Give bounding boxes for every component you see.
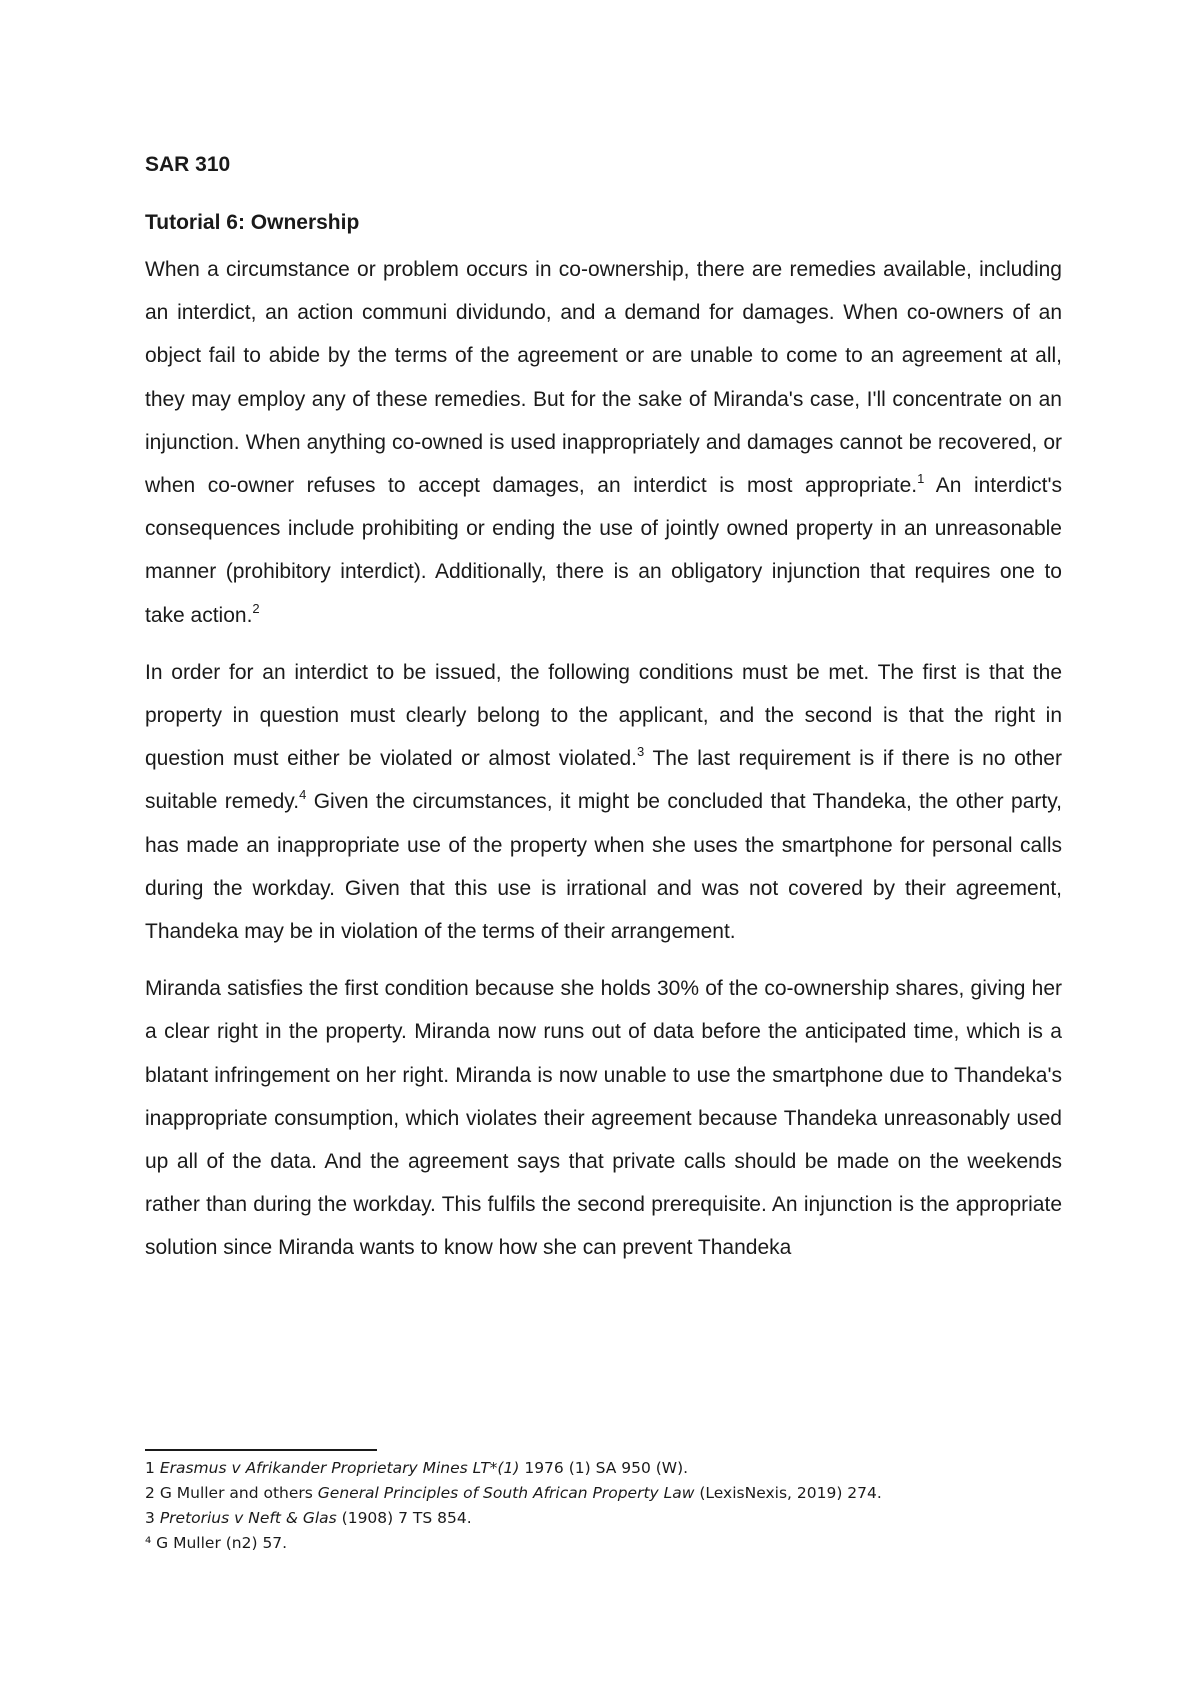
- footnote-ref-3: 3: [637, 744, 645, 760]
- paragraph-3: [145, 967, 1062, 1269]
- footnote-number: ⁴: [145, 1534, 152, 1552]
- footnote-ref-4: 4: [299, 787, 307, 803]
- paragraph-2-text-b: The last requirement is if there is no other suitable remedy.: [145, 747, 1062, 814]
- footnote-2: 2 G Muller and others General Principles of South African Property Law (LexisNexis, 2019) 274.: [145, 1484, 882, 1502]
- tutorial-title: Tutorial 6: Ownership: [145, 211, 360, 234]
- footnote-separator: [145, 1449, 377, 1451]
- footnote-ref-1: 1: [917, 471, 925, 487]
- footnote-4: ⁴ G Muller (n2) 57.: [145, 1534, 288, 1552]
- paragraph-1: [145, 248, 1062, 637]
- footnote-case-name: Pretorius v Neft & Glas: [159, 1509, 337, 1527]
- footnote-case-name: Erasmus v Afrikander Proprietary Mines LT*(1): [159, 1459, 520, 1477]
- paragraph-2-text-c: Given the circumstances, it might be concluded that Thandeka, the other party, has made an inappropriate use of the property when she uses the smartphone for personal calls during the workday. Given that this use is irrational and was not covered by their agreement, Thandeka may be in violation of the terms of their arrangement.: [145, 790, 1062, 944]
- footnotes: [145, 1456, 1062, 1556]
- footnote-number: 3: [145, 1509, 155, 1527]
- paragraph-1-text-a: When a circumstance or problem occurs in co-ownership, there are remedies available, including an interdict, an action communi dividundo, and a demand for damages. When co-owners of an object fail to abide by the terms of the agreement or are unable to come to an agreement at all, they may employ any of these remedies. But for the sake of Miranda's case, I'll concentrate on an injunction. When anything co-owned is used inappropriately and damages cannot be recovered, or when co-owner refuses to accept damages, an interdict is most appropriate.: [145, 258, 1062, 498]
- footnote-1: 1 Erasmus v Afrikander Proprietary Mines LT*(1) 1976 (1) SA 950 (W).: [145, 1459, 689, 1477]
- paragraph-2: [145, 651, 1062, 953]
- paragraph-1-text-b: An interdict's consequences include prohibiting or ending the use of jointly owned property in an unreasonable manner (prohibitory interdict). Additionally, there is an obligatory injunction that requires one to take action.: [145, 474, 1062, 627]
- paragraph-2-text-a: In order for an interdict to be issued, the following conditions must be met. The first is that the property in question must clearly belong to the applicant, and the second is that the right in question must either be violated or almost violated.: [145, 660, 1062, 771]
- footnote-ref-2: 2: [252, 600, 260, 616]
- footnote-book-title: General Principles of South African Property Law: [317, 1484, 695, 1502]
- footnote-number: 1: [145, 1459, 155, 1477]
- footnote-3: 3 Pretorius v Neft & Glas (1908) 7 TS 854.: [145, 1509, 472, 1527]
- course-code: SAR 310: [145, 153, 231, 176]
- paragraph-3-text: Miranda satisfies the first condition because she holds 30% of the co-ownership shares, giving her a clear right in the property. Miranda now runs out of data before the anticipated time, which is a blatant infringement on her right. Miranda is now unable to use the smartphone due to Thandeka's inappropriate consumption, which violates their agreement because Thandeka unreasonably used up all of the data. And the agreement says that private calls should be made on the weekends rather than during the workday. This fulfils the second prerequisite. An injunction is the appropriate solution since Miranda wants to know how she can prevent Thandeka: [145, 977, 1062, 1260]
- footnote-number: 2: [145, 1484, 155, 1502]
